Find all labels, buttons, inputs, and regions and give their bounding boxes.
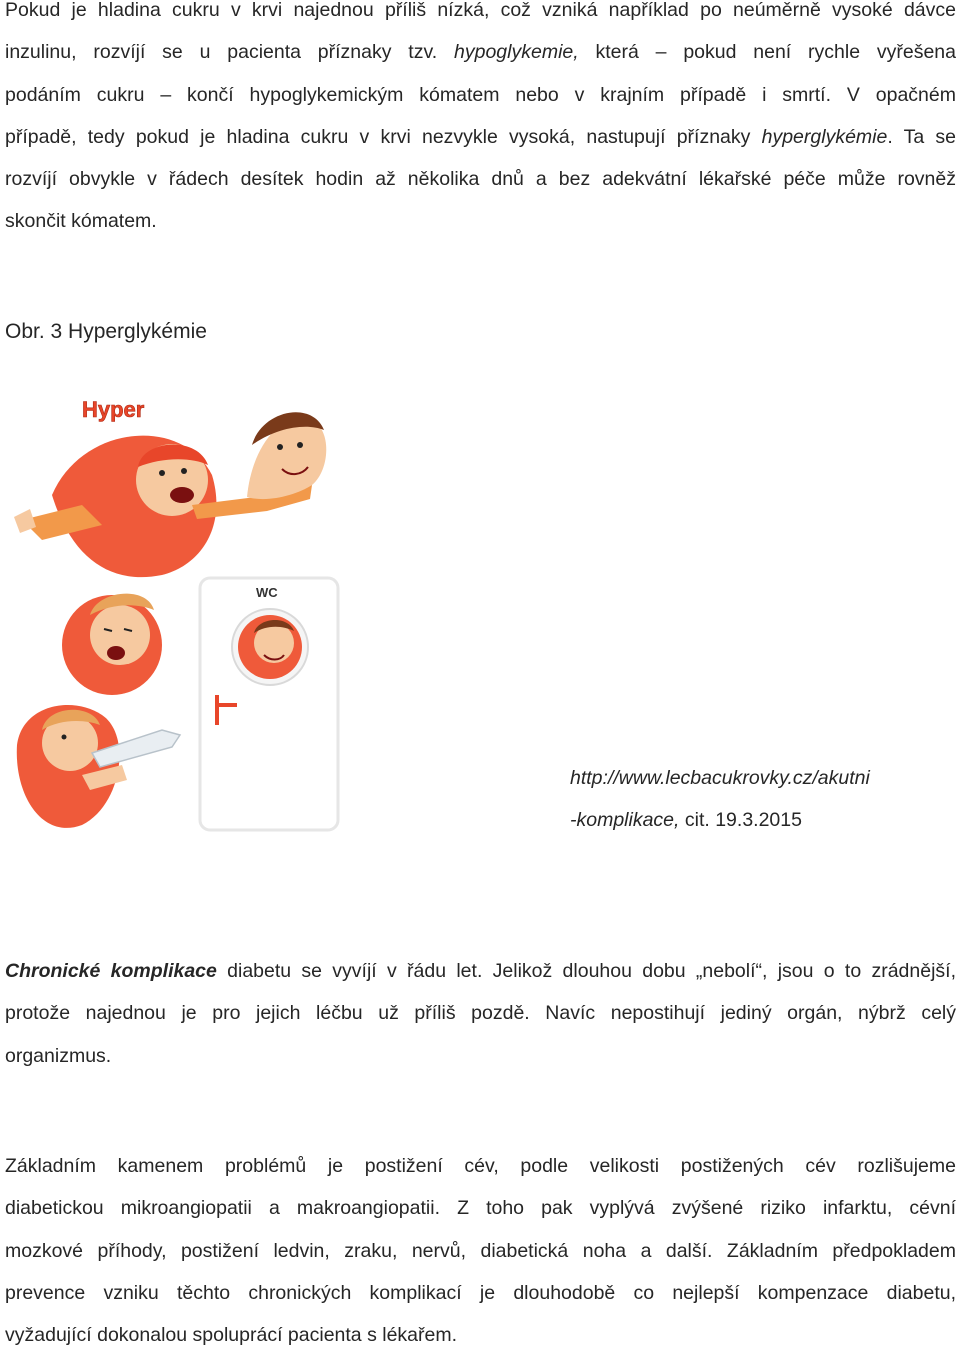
text-line: rozvíjí obvykle v řádech desítek hodin až několika dnů a bez adekvátní lékařské péče může rovněž xyxy=(5,168,956,191)
text-line: Základním kamenem problémů je postižení cév, podle velikosti postižených cév rozlišujeme xyxy=(5,1155,956,1177)
text-line: organizmus. xyxy=(5,1044,112,1067)
hyperglycemia-illustration xyxy=(12,385,342,845)
text-line: případě, tedy pokud je hladina cukru v krvi nezvykle vysoká, nastupují příznaky hyperglykémie. Ta se xyxy=(5,125,957,148)
figure-source xyxy=(570,757,870,842)
text-line: Chronické komplikace diabetu se vyvíjí v řádu let. Jelikož dlouhou dobu „nebolí“, jsou o to zrádnější, xyxy=(5,960,956,982)
term-hypoglykemie: hypoglykemie, xyxy=(454,41,579,64)
tired-figure-icon xyxy=(62,594,162,695)
text-line: Pokud je hladina cukru v krvi najednou příliš nízká, což vzniká například po neúměrně vysoké dávce xyxy=(5,0,956,21)
term-hyperglykemie: hyperglykémie xyxy=(761,125,888,148)
text-line: protože najednou je pro jejich léčbu už příliš pozdě. Navíc nepostihují jediný orgán, nýbrž celý xyxy=(5,1002,956,1025)
term-chronic-complications: Chronické komplikace xyxy=(5,960,217,982)
text-line: vyžadující dokonalou spoluprácí pacienta s lékařem. xyxy=(5,1324,458,1347)
hyper-label: Hyper xyxy=(82,397,145,422)
text-line: skončit kómatem. xyxy=(5,210,157,233)
source-url-cont[interactable]: -komplikace, xyxy=(570,809,680,832)
text-line: inzulinu, rozvíjí se u pacienta příznaky tzv. hypoglykemie, která – pokud není rychle vyřešena xyxy=(5,41,956,64)
paragraph-angiopathy xyxy=(5,1145,956,1356)
source-citation-date: cit. 19.3.2015 xyxy=(679,809,802,832)
paragraph-hypoglycemia xyxy=(5,0,956,243)
figure-caption: Obr. 3 Hyperglykémie xyxy=(5,320,207,343)
wc-label: WC xyxy=(256,585,278,600)
paragraph-chronic-complications xyxy=(5,950,956,1077)
text-line: podáním cukru – končí hypoglykemickým kómatem nebo v krajním případě i smrtí. V opačném xyxy=(5,83,956,106)
wc-door-icon xyxy=(200,578,338,830)
thirst-figure-icon xyxy=(14,412,326,577)
text-line: diabetickou mikroangiopatii a makroangiopatii. Z toho pak vyplývá zvýšené riziko infarktu, cévní xyxy=(5,1197,956,1220)
source-url[interactable]: http://www.lecbacukrovky.cz/akutni xyxy=(570,767,870,789)
drinking-figure-icon xyxy=(17,705,180,828)
text-line: mozkové příhody, postižení ledvin, zraku, nervů, diabetická noha a další. Základním předpokladem xyxy=(5,1239,956,1262)
text-line: prevence vzniku těchto chronických komplikací je dlouhodobě co nejlepší kompenzace diabetu, xyxy=(5,1281,956,1304)
